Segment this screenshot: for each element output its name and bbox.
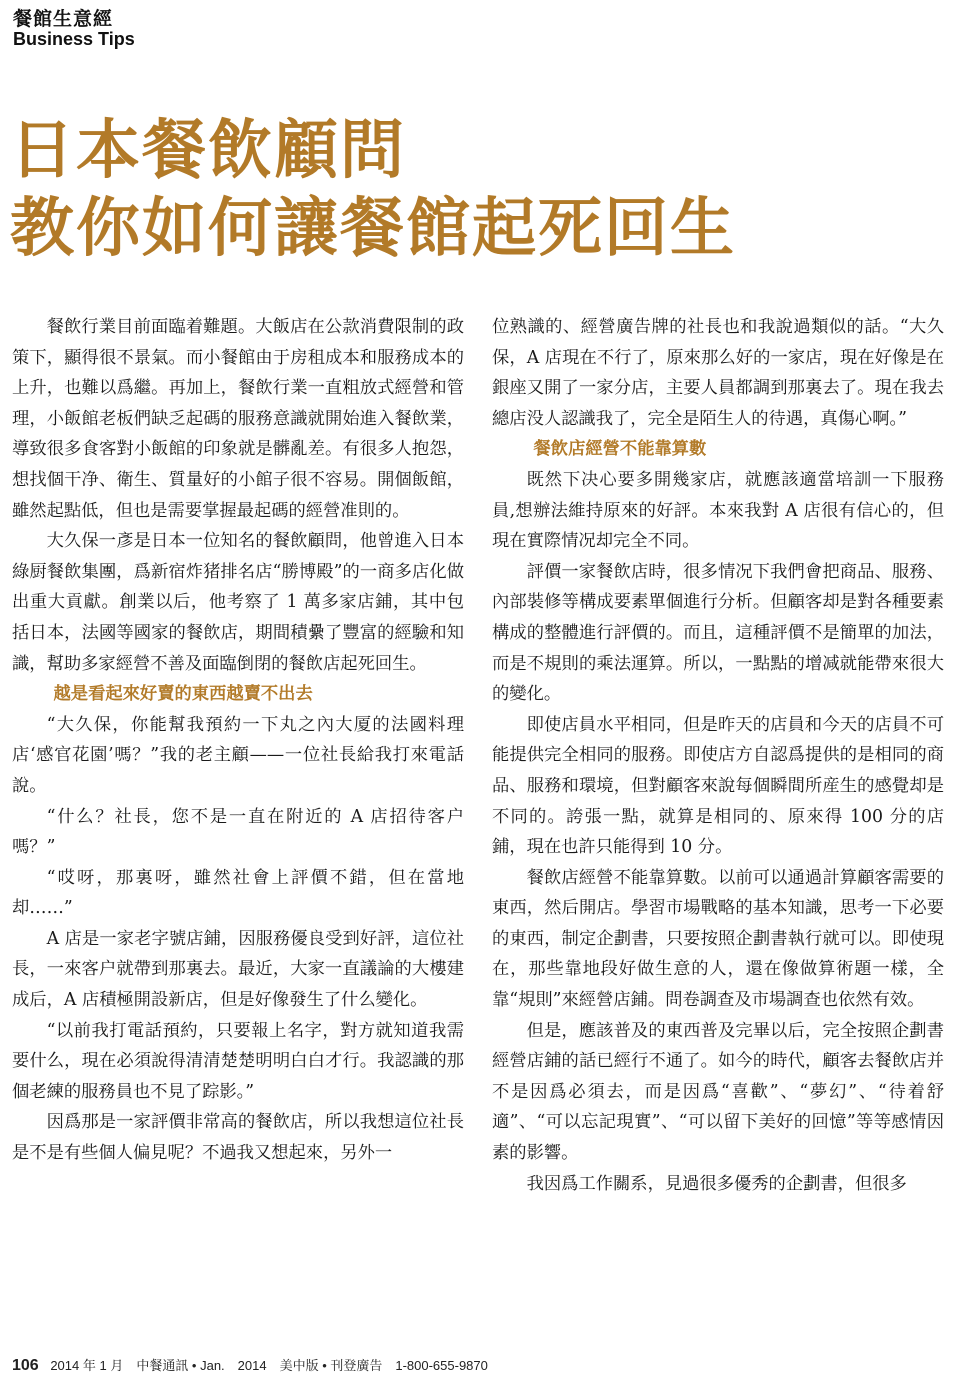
paragraph: A 店是一家老字號店鋪，因服務優良受到好評，這位社長，一來客户就帶到那裏去。最近，大家一直議論的大樓建成后，A 店積極開設新店，但是好像發生了什么變化。 (12, 928, 464, 1011)
paragraph: “以前我打電話預約，只要報上名字，對方就知道我需要什么，現在必須說得清清楚楚明明白白才行。我認識的那個老練的服務員也不見了踪影。” (12, 1020, 464, 1102)
paragraph: “大久保，你能幫我預約一下丸之內大厦的法國料理店‘感官花園’嗎？”我的老主顧——一位社長給我打來電話說。 (12, 714, 464, 796)
paragraph: 但是，應該普及的東西普及完畢以后，完全按照企劃書經營店鋪的話已經行不通了。如今的時代，顧客去餐飲店并不是因爲必須去，而是因爲“喜歡”、“夢幻”、“待着舒適”、“可以忘記現實”、“可以留下美好的回憶”等等感情因素的影響。 (492, 1020, 944, 1164)
subheading: 餐飲店經營不能靠算數 (533, 439, 707, 460)
paragraph: 既然下决心要多開幾家店，就應該適當培訓一下服務員,想辦法維持原來的好評。本來我對 A 店很有信心的，但現在實際情况却完全不同。 (492, 469, 944, 552)
paragraph: “什么？社長，您不是一直在附近的 A 店招待客户嗎？” (12, 806, 464, 858)
paragraph: 大久保一彥是日本一位知名的餐飲顧問，他曾進入日本綠厨餐飲集團，爲新宿炸猪排名店“勝博殿”的一商多店化做出重大貢獻。創業以后，他考察了 1 萬多家店鋪，其中包括日本，法國等國家的餐飲店，期間積纍了豐富的經驗和知識，幫助多家經營不善及面臨倒閉的餐飲店起死回生。 (12, 531, 464, 674)
page-number: 106 (12, 1357, 39, 1374)
paragraph: 餐飲店經營不能靠算數。以前可以通過計算顧客需要的東西，然后開店。學習市場戰略的基本知識，思考一下必要的東西，制定企劃書，只要按照企劃書執行就可以。即使現在，那些靠地段好做生意的人，還在像做算術題一樣，全靠“規則”來經營店鋪。問卷調查及市場調查也依然有效。 (492, 867, 944, 1011)
paragraph: 餐飲行業目前面臨着難題。大飯店在公款消費限制的政策下，顯得很不景氣。而小餐館由于房租成本和服務成本的上升，也難以爲繼。再加上，餐飲行業一直粗放式經營和管理，小飯館老板們缺乏起碼的服務意識就開始進入餐飲業，導致很多食客對小飯館的印象就是髒亂差。有很多人抱怨，想找個干净、衛生、質量好的小館子很不容易。開個飯館，雖然起點低，但也是需要掌握最起碼的經營准則的。 (12, 317, 464, 521)
paragraph: 即使店員水平相同，但是昨天的店員和今天的店員不可能提供完全相同的服務。即使店方自認爲提供的是相同的商品、服務和環境，但對顧客來說每個瞬間所産生的感覺却是不同的。誇張一點，就算是相同的、原來得 100 分的店鋪，現在也許只能得到 10 分。 (492, 714, 944, 858)
paragraph: “哎呀，那裏呀，雖然社會上評價不錯，但在當地却……” (12, 867, 464, 919)
left-column (12, 312, 464, 1169)
paragraph: 我因爲工作關系，見過很多優秀的企劃書，但很多 (526, 1173, 907, 1194)
page-footer (12, 1355, 488, 1375)
section-title-chinese: 餐館生意經 (13, 8, 114, 30)
footer-text: 2014 年 1 月 中餐通訊 • Jan. 2014 美中版 • 刊登廣告 1-800-655-9870 (50, 1358, 488, 1373)
section-title-english: Business Tips (13, 29, 135, 49)
paragraph: 位熟識的、經營廣告牌的社長也和我說過類似的話。“大久保，A 店現在不行了，原來那么好的一家店，現在好像是在銀座又開了一家分店，主要人員都調到那裏去了。現在我去總店没人認識我了，完全是陌生人的待遇，真傷心啊。” (492, 317, 944, 429)
article-headline (10, 112, 736, 268)
paragraph: 評價一家餐飲店時，很多情况下我們會把商品、服務、內部裝修等構成要素單個進行分析。但顧客却是對各種要素構成的整體進行評價的。而且，這種評價不是簡單的加法，而是不規則的乘法運算。所以，一點點的增减就能帶來很大的變化。 (492, 561, 944, 705)
right-column (492, 312, 944, 1199)
headline-line-1: 日本餐飲顧問 (10, 113, 406, 188)
subheading: 越是看起來好賣的東西越賣不出去 (53, 684, 313, 705)
paragraph: 因爲那是一家評價非常高的餐飲店，所以我想這位社長是不是有些個人偏見呢？不過我又想起來，另外一 (12, 1112, 464, 1164)
headline-line-2: 教你如何讓餐館起死回生 (10, 191, 736, 266)
